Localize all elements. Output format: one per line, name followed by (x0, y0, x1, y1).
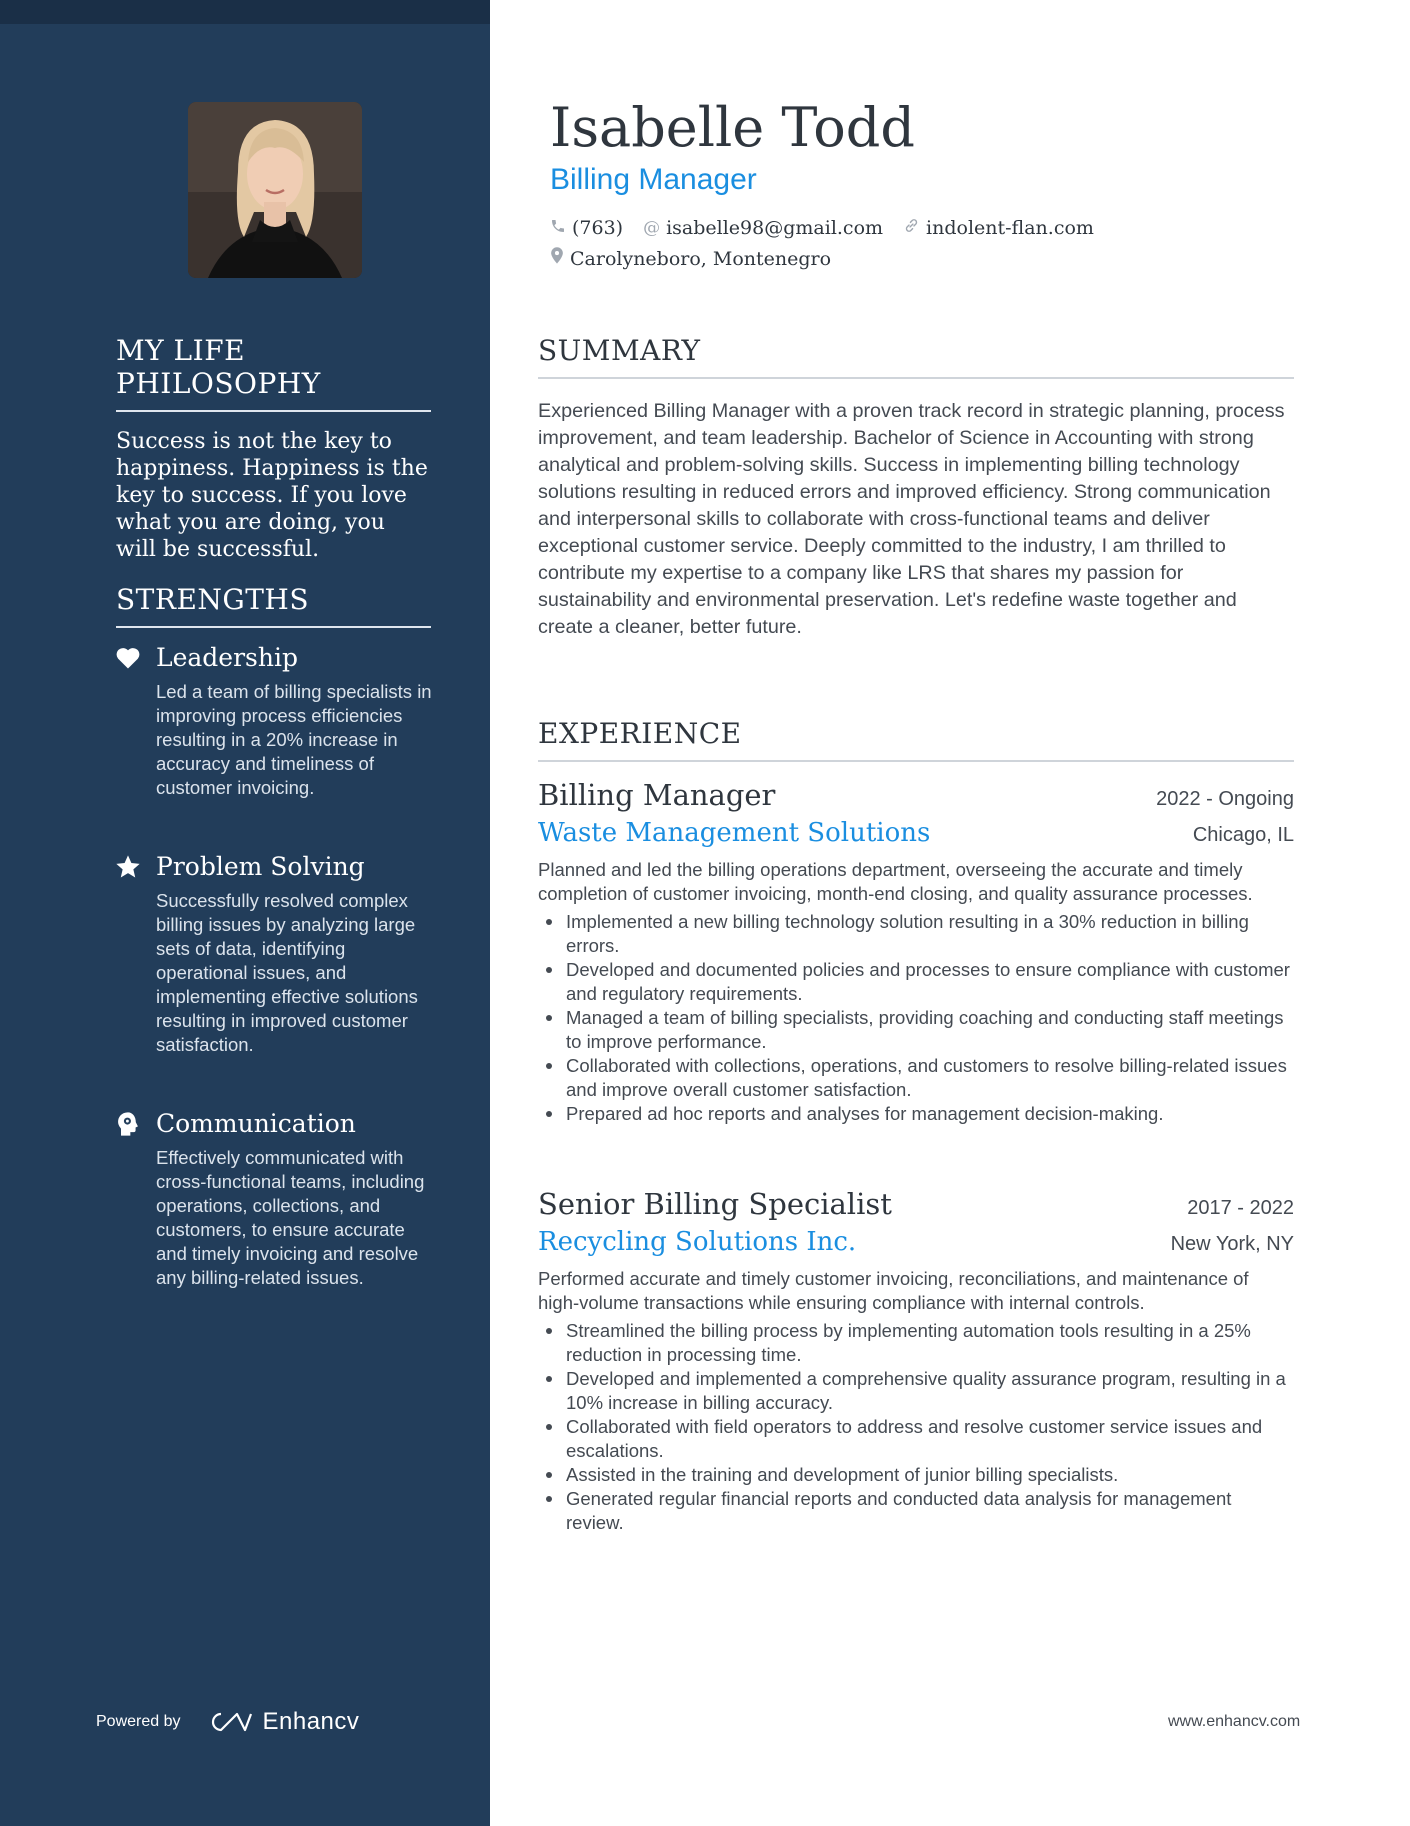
strength-item (114, 642, 434, 800)
star-icon (114, 853, 142, 881)
philosophy-text: Success is not the key to happiness. Happiness is the key to success. If you love what you are doing, you will be successful. (116, 429, 428, 562)
location-pin-icon (550, 247, 564, 270)
head-icon (114, 1110, 142, 1138)
strength-description: Effectively communicated with cross-functional teams, including operations, collections, and customers, to ensure accurate and timely invoicing and resolve any billing-related issues. (156, 1147, 425, 1288)
contact-email[interactable] (643, 217, 883, 239)
contact-phone[interactable] (550, 217, 623, 239)
philosophy-section (116, 334, 431, 563)
enhancv-logo-icon (207, 1710, 253, 1734)
job-dates: 2017 - 2022 (1187, 1197, 1294, 1219)
job-bullet: Prepared ad hoc reports and analyses for management decision-making. (538, 1102, 1294, 1126)
job-description: Performed accurate and timely customer invoicing, reconciliations, and maintenance of high-volume transactions while ensuring compliance with internal controls. (538, 1268, 1249, 1313)
strength-item (114, 851, 434, 1057)
profile-photo (188, 102, 362, 278)
location-row (550, 247, 851, 270)
enhancv-brand-name: Enhancv (262, 1708, 360, 1735)
job-bullets (538, 1319, 1294, 1535)
strength-description: Successfully resolved complex billing issues by analyzing large sets of data, identifying operational issues, and implementing effective solutions resulting in improved customer satisfaction. (156, 890, 418, 1055)
sidebar (0, 0, 490, 1826)
strengths-section (116, 583, 431, 628)
job-description: Planned and led the billing operations department, overseeing the accurate and timely completion of customer invoicing, month-end closing, and quality assurance processes. (538, 859, 1253, 904)
job-bullet: Streamlined the billing process by implementing automation tools resulting in a 25% reduction in processing time. (538, 1319, 1294, 1367)
strength-title: Leadership (156, 643, 298, 672)
philosophy-heading: MY LIFE PHILOSOPHY (116, 334, 431, 412)
experience-heading: EXPERIENCE (538, 717, 1294, 762)
job-location: Chicago, IL (1192, 824, 1294, 846)
email-text: isabelle98@gmail.com (666, 217, 884, 239)
link-icon (903, 217, 920, 239)
location-text: Carolyneboro, Montenegro (570, 247, 832, 270)
job-company: Recycling Solutions Inc. (538, 1227, 857, 1257)
sidebar-top-bar (0, 0, 490, 24)
experience-entry (538, 1187, 1294, 1535)
job-bullet: Collaborated with field operators to address and resolve customer service issues and escalations. (538, 1415, 1294, 1463)
strength-description: Led a team of billing specialists in improving process efficiencies resulting in a 20% increase in accuracy and timeliness of customer invoicing. (156, 681, 432, 798)
summary-heading: SUMMARY (538, 334, 1294, 379)
powered-by-label: Powered by (96, 1713, 181, 1730)
job-company: Waste Management Solutions (538, 818, 931, 848)
strength-title: Problem Solving (156, 852, 365, 881)
job-bullet: Managed a team of billing specialists, providing coaching and conducting staff meetings to improve performance. (538, 1006, 1294, 1054)
at-icon: @ (643, 218, 661, 238)
footer-url[interactable]: www.enhancv.com (1168, 1713, 1301, 1730)
phone-icon (550, 218, 566, 239)
enhancv-logo[interactable] (207, 1708, 360, 1736)
heart-icon (114, 644, 142, 672)
candidate-title: Billing Manager (550, 163, 757, 196)
job-bullet: Developed and documented policies and processes to ensure compliance with customer and regulatory requirements. (538, 958, 1294, 1006)
job-bullet: Assisted in the training and development of junior billing specialists. (538, 1463, 1294, 1487)
contact-row (550, 217, 1114, 239)
strength-title: Communication (156, 1109, 356, 1138)
candidate-name: Isabelle Todd (550, 96, 915, 159)
strength-item (114, 1108, 434, 1290)
job-dates: 2022 - Ongoing (1156, 788, 1294, 810)
website-text: indolent-flan.com (926, 217, 1094, 239)
job-bullet: Implemented a new billing technology solution resulting in a 30% reduction in billing errors. (538, 910, 1294, 958)
job-role: Senior Billing Specialist (538, 1187, 892, 1221)
contact-website[interactable] (903, 217, 1094, 239)
job-bullet: Generated regular financial reports and conducted data analysis for management review. (538, 1487, 1294, 1535)
contact-location (550, 247, 831, 270)
summary-text: Experienced Billing Manager with a proven track record in strategic planning, process improvement, and team leadership. Bachelor of Science in Accounting with strong analytical and problem-solving skills. Success in implementing billing technology solutions resulting in reduced errors and improved efficiency. Strong communication and interpersonal skills to collaborate with cross-functional teams and deliver exceptional customer service. Deeply committed to the industry, I am thrilled to contribute my expertise to a company like LRS that shares my passion for sustainability and environmental preservation. Let's redefine waste together and create a cleaner, better future. (538, 400, 1285, 638)
experience-entry (538, 778, 1294, 1126)
phone-text: (763) (572, 217, 624, 239)
job-location: New York, NY (1170, 1233, 1294, 1255)
job-bullet: Collaborated with collections, operations, and customers to resolve billing-related issues and improve overall customer satisfaction. (538, 1054, 1294, 1102)
job-bullets (538, 910, 1294, 1126)
job-role: Billing Manager (538, 778, 776, 812)
powered-by (96, 1708, 359, 1736)
strengths-heading: STRENGTHS (116, 583, 431, 628)
job-bullet: Developed and implemented a comprehensive quality assurance program, resulting in a 10% increase in billing accuracy. (538, 1367, 1294, 1415)
